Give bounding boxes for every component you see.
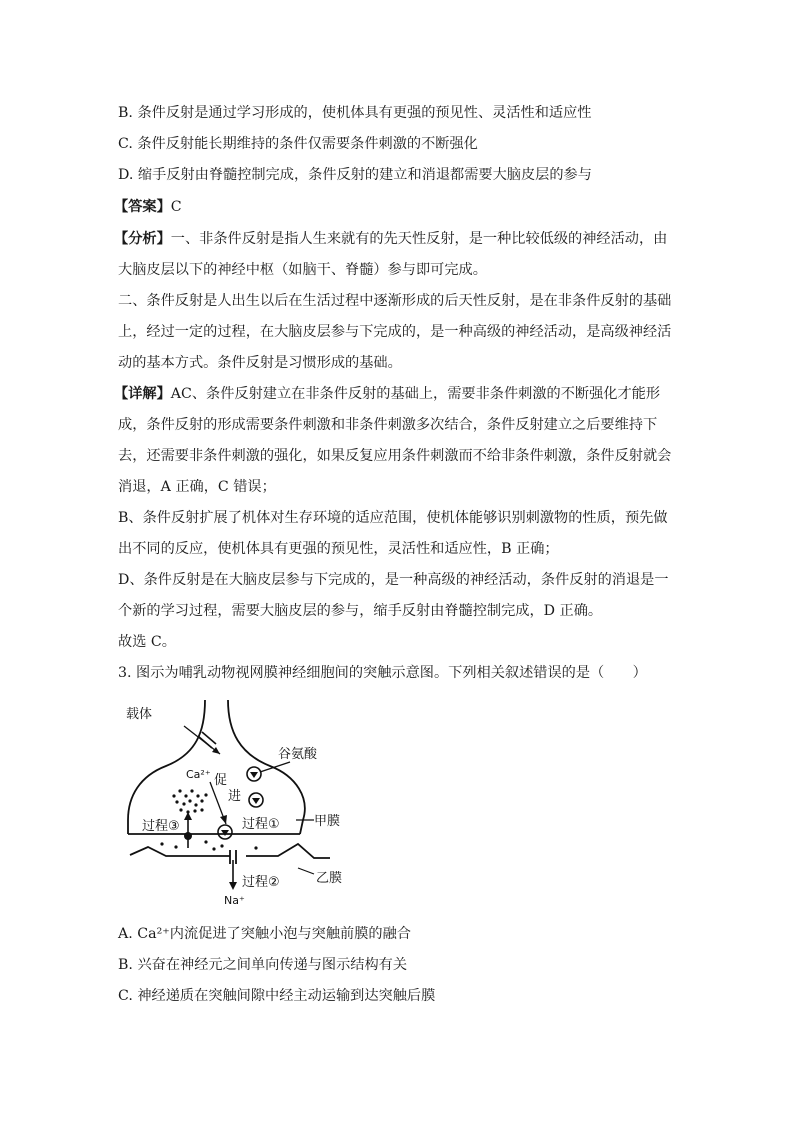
analysis-line-4: 上，经过一定的过程，在大脑皮层参与下完成的，是一种高级的神经活动，是高级神经活: [118, 324, 672, 340]
process3-arrow-head: [184, 812, 192, 820]
detail-line-3: 去，还需要非条件刺激的强化，如果反复应用条件刺激而不给非条件刺激，条件反射就会: [118, 448, 672, 464]
membrane-b-leader: [298, 868, 314, 874]
vesicle-fusing-content: [221, 830, 229, 836]
analysis-text-1: 一、非条件反射是指人生来就有的先天性反射，是一种比较低级的神经活动，由: [170, 231, 668, 247]
process3-transporter: [184, 832, 192, 840]
q3-option-a: A. Ca²⁺内流促进了突触小泡与突触前膜的融合: [118, 926, 411, 942]
detail-line-1: [114, 384, 660, 404]
detail-line-7: D、条件反射是在大脑皮层参与下完成的，是一种高级的神经活动，条件反射的消退是一: [118, 572, 669, 588]
analysis-line-1: [114, 229, 667, 249]
label-promote-1: 促: [214, 773, 228, 788]
label-ca: Ca²⁺: [186, 768, 211, 781]
answer-value: C: [170, 199, 182, 215]
option-c-prev: C. 条件反射能长期维持的条件仅需要条件刺激的不断强化: [118, 136, 478, 152]
detail-line-2: 成，条件反射的形成需要条件刺激和非条件刺激多次结合，条件反射建立之后要维持下: [118, 417, 658, 433]
process2-arrow-head: [229, 882, 237, 890]
label-process2: 过程②: [242, 875, 280, 890]
analysis-line-5: 动的基本方式。条件反射是习惯形成的基础。: [118, 355, 402, 371]
analysis-line-2: 大脑皮层以下的神经中枢（如脑干、脊髓）参与即可完成。: [118, 262, 487, 278]
q3-option-b: B. 兴奋在神经元之间单向传递与图示结构有关: [118, 957, 408, 973]
vesicle-1-content: [250, 772, 258, 778]
synapse-diagram: [118, 692, 368, 914]
label-carrier: 载体: [126, 707, 153, 722]
detail-line-4: 消退，A 正确，C 错误；: [118, 479, 276, 495]
vesicle-2-content: [252, 798, 260, 804]
detail-text-1: AC、条件反射建立在非条件反射的基础上，需要非条件刺激的不断强化才能形: [170, 386, 661, 402]
answer-line: [114, 197, 182, 217]
ca-dots-cluster: [172, 789, 207, 813]
promote-arrow-head: [220, 815, 227, 824]
option-d-prev: D. 缩手反射由脊髓控制完成，条件反射的建立和消退都需要大脑皮层的参与: [118, 167, 592, 183]
label-promote-2: 进: [228, 789, 242, 804]
detail-line-6: 出不同的反应，使机体具有更强的预见性，灵活性和适应性，B 正确；: [118, 541, 559, 557]
detail-line-5: B、条件反射扩展了机体对生存环境的适应范围，使机体能够识别刺激物的性质，预先做: [118, 510, 668, 526]
analysis-tag: 【分析】: [114, 231, 171, 247]
label-membrane-b: 乙膜: [316, 871, 343, 886]
option-b-prev: B. 条件反射是通过学习形成的，使机体具有更强的预见性、灵活性和适应性: [118, 105, 592, 121]
label-glutamate: 谷氨酸: [278, 747, 318, 762]
answer-tag: 【答案】: [114, 199, 171, 215]
q3-option-c: C. 神经递质在突触间隙中经主动运输到达突触后膜: [118, 988, 436, 1004]
presynaptic-outline-right: [228, 700, 305, 834]
label-na: Na⁺: [224, 894, 245, 907]
cleft-dots: [160, 840, 257, 850]
label-process3: 过程③: [142, 819, 180, 834]
analysis-line-3: 二、条件反射是人出生以后在生活过程中逐渐形成的后天性反射，是在非条件反射的基础: [118, 293, 672, 309]
label-membrane-a: 甲膜: [314, 814, 341, 829]
detail-tag: 【详解】: [114, 386, 171, 402]
detail-line-8: 个新的学习过程，需要大脑皮层的参与，缩手反射由脊髓控制完成，D 正确。: [118, 603, 603, 619]
label-process1: 过程①: [242, 817, 280, 832]
question3-stem: 3. 图示为哺乳动物视网膜神经细胞间的突触示意图。下列相关叙述错误的是（ ）: [118, 665, 647, 681]
detail-line-9: 故选 C。: [118, 634, 176, 650]
